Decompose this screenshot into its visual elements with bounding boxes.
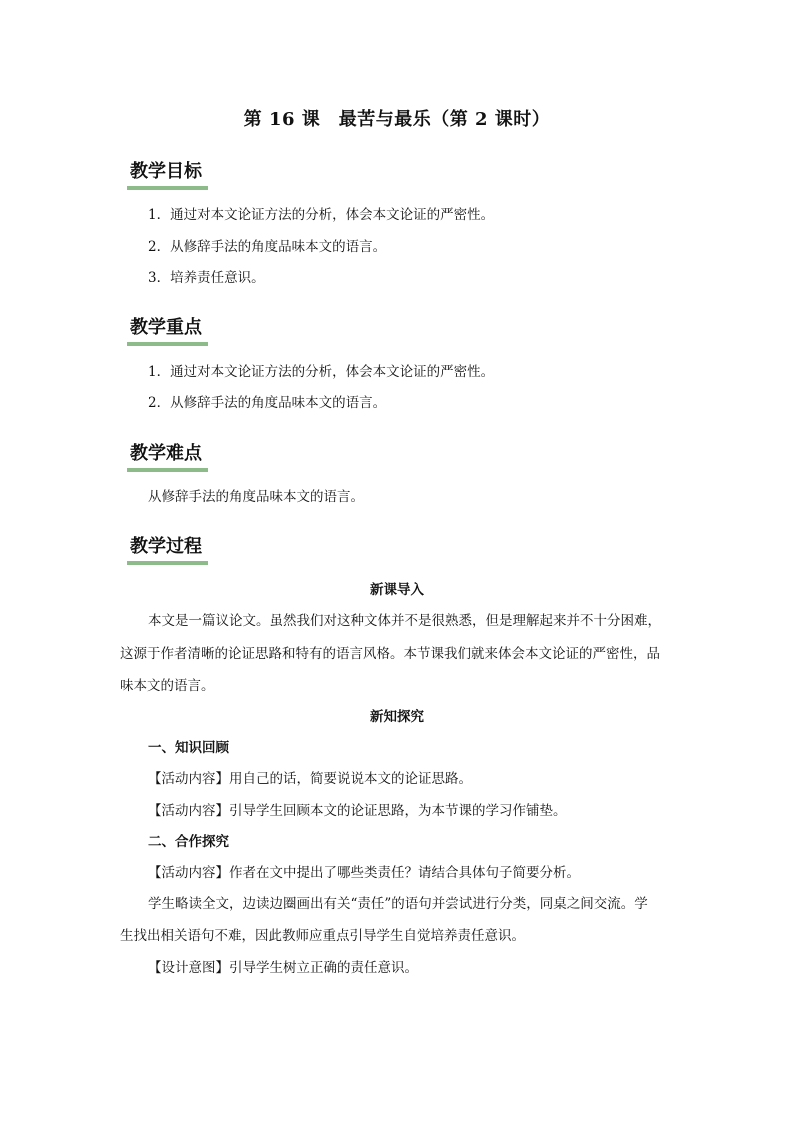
intro-paragraph-line: 这源于作者清晰的论证思路和特有的语言风格。本节课我们就来体会本文论证的严密性，品 bbox=[120, 646, 660, 662]
part1-heading: 一、知识回顾 bbox=[148, 740, 229, 756]
difficulty-text: 从修辞手法的角度品味本文的语言。 bbox=[148, 489, 364, 505]
section-heading-key-points: 教学重点 bbox=[127, 316, 208, 346]
section-heading-difficulties: 教学难点 bbox=[127, 442, 208, 472]
objective-item: 2．从修辞手法的角度品味本文的语言。 bbox=[148, 239, 387, 255]
part2-paragraph-line: 学生略读全文，边读边圈画出有关“责任”的语句并尝试进行分类，同桌之间交流。学 bbox=[148, 896, 648, 912]
section-heading-objectives: 教学目标 bbox=[127, 160, 208, 190]
key-point-item: 1．通过对本文论证方法的分析，体会本文论证的严密性。 bbox=[148, 364, 495, 380]
intro-paragraph-line: 味本文的语言。 bbox=[120, 678, 215, 694]
part2-heading: 二、合作探究 bbox=[148, 834, 229, 850]
design-intent: 【设计意图】引导学生树立正确的责任意识。 bbox=[148, 960, 418, 976]
page-title: 第 16 课 最苦与最乐（第 2 课时） bbox=[243, 109, 551, 130]
part1-activity: 【活动内容】用自己的话，简要说说本文的论证思路。 bbox=[148, 771, 472, 787]
part2-activity: 【活动内容】作者在文中提出了哪些类责任？请结合具体句子简要分析。 bbox=[148, 865, 580, 881]
intro-paragraph-line: 本文是一篇议论文。虽然我们对这种文体并不是很熟悉，但是理解起来并不十分困难， bbox=[148, 613, 661, 629]
objective-item: 1．通过对本文论证方法的分析，体会本文论证的严密性。 bbox=[148, 207, 495, 223]
section-heading-process: 教学过程 bbox=[127, 535, 208, 565]
intro-subheading: 新课导入 bbox=[370, 582, 424, 598]
objective-item: 3．培养责任意识。 bbox=[148, 270, 265, 286]
explore-subheading: 新知探究 bbox=[370, 709, 424, 725]
key-point-item: 2．从修辞手法的角度品味本文的语言。 bbox=[148, 395, 387, 411]
part2-paragraph-line: 生找出相关语句不难，因此教师应重点引导学生自觉培养责任意识。 bbox=[120, 928, 525, 944]
part1-activity: 【活动内容】引导学生回顾本文的论证思路，为本节课的学习作铺垫。 bbox=[148, 803, 567, 819]
